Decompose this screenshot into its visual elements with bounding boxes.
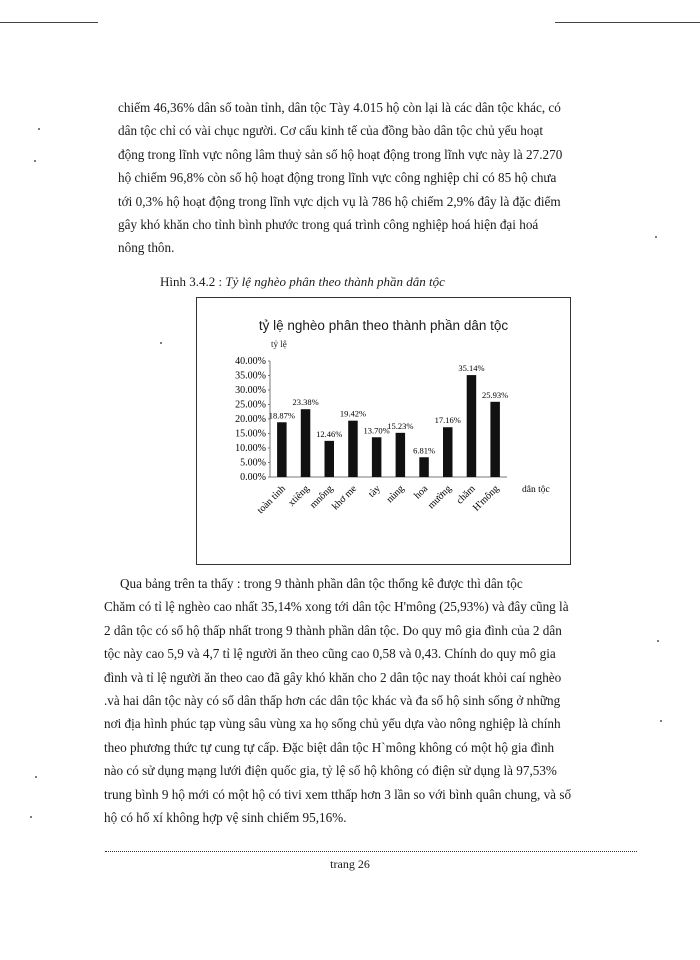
data-label: 12.46%	[316, 428, 343, 439]
scan-speck	[35, 776, 37, 778]
text-line: nông thôn.	[118, 240, 175, 256]
text-line: tới 0,3% hộ hoạt động trong lĩnh vực dịch vụ là 786 hộ chiếm 2,9% đây là đặc điểm	[118, 193, 561, 209]
data-label: 19.42%	[339, 408, 367, 419]
y-tick-label: 20.00%	[235, 414, 266, 425]
scan-speck	[660, 720, 662, 722]
bar	[443, 427, 453, 477]
x-tick-label: mnông	[307, 483, 336, 511]
figure-caption	[160, 274, 445, 290]
data-label: 23.38%	[292, 397, 319, 408]
data-label: 17.16%	[434, 415, 461, 426]
bar-chart	[197, 298, 570, 564]
x-tick-label: tày	[366, 483, 383, 500]
chart-frame	[196, 297, 571, 565]
paragraph-bottom	[104, 572, 571, 829]
text-line: gây khó khăn cho tỉnh bình phước trong quá trình công nghiệp hoá hiện đại hoá	[118, 217, 539, 233]
chart-y-axis-label: tỷ lệ	[271, 339, 287, 349]
y-tick-label: 15.00%	[235, 428, 266, 440]
x-tick-label: H'mông	[470, 483, 502, 514]
text-line: tộc này cao 5,9 và 4,7 tỉ lệ người ăn theo cũng cao 0,58 và 0,43. Chính do quy mô gia	[104, 646, 556, 662]
chart-title: tỷ lệ nghèo phân theo thành phần dân tộc	[258, 318, 509, 333]
x-tick-label: nùng	[384, 483, 407, 506]
scan-speck	[34, 160, 36, 162]
y-tick-label: 30.00%	[235, 385, 266, 396]
bar	[467, 375, 477, 477]
data-label: 6.81%	[413, 445, 436, 456]
x-axis-label: dân tộc	[522, 485, 550, 495]
scan-speck	[160, 342, 162, 344]
text-line: 2 dân tộc có số hộ thấp nhất trong 9 thành phần dân tộc. Do quy mô gia đình của 2 dân	[104, 622, 562, 638]
text-line: .và hai dân tộc này có số dân thấp hơn các dân tộc khác và đa số hộ sinh sống ở những	[104, 693, 561, 709]
text-line: Chăm có tỉ lệ nghèo cao nhất 35,14% xong tới dân tộc H'mông (25,93%) và đây cũng là	[104, 599, 569, 615]
y-tick-label: 35.00%	[235, 370, 266, 382]
text-line: nào có sử dụng mạng lưới điện quốc gia, tỷ lệ số hộ không có điện sử dụng là 97,53%	[104, 763, 557, 779]
page-number: trang 26	[330, 857, 370, 871]
y-tick-label: 25.00%	[235, 399, 266, 411]
figure-caption-label: Hình 3.4.2 :	[160, 274, 226, 289]
y-tick-label: 5.00%	[240, 457, 266, 469]
header-rule-right	[555, 22, 700, 23]
text-line: động trong lĩnh vực nông lâm thuỷ sản số hộ hoạt động trong lĩnh vực này là 27.270	[118, 146, 563, 162]
text-line: nơi địa hình phúc tạp vùng sâu vùng xa họ sống chủ yếu dựa vào nông nghiệp là chính	[104, 716, 561, 732]
bar	[301, 409, 311, 477]
data-label: 25.93%	[482, 389, 509, 400]
text-line: chiếm 46,36% dân số toàn tỉnh, dân tộc Tày 4.015 hộ còn lại là các dân tộc khác, có	[118, 100, 561, 115]
bar	[348, 421, 358, 477]
x-tick-label: mường	[425, 483, 454, 512]
x-tick-label: khơ me	[330, 483, 360, 513]
data-label: 15.23%	[387, 420, 414, 431]
text-line: hộ chiếm 96,8% còn số hộ hoạt động trong lĩnh vực công nghiệp chỉ có 85 hộ chưa	[118, 170, 557, 186]
footer-rule	[105, 851, 637, 852]
text-line: theo phương thức tự cung tự cấp. Đặc biệt dân tộc H`mông không có một hộ gia đình	[104, 739, 555, 755]
bar	[372, 437, 382, 477]
data-label: 35.14%	[458, 363, 485, 374]
scan-speck	[655, 236, 657, 238]
text-line: dân tộc chỉ có vài chục người. Cơ cấu kinh tế của đồng bào dân tộc chủ yếu hoạt	[118, 123, 544, 139]
scan-speck	[38, 128, 40, 130]
text-line: hộ có hố xí không hợp vệ sinh chiếm 95,16%.	[104, 810, 347, 826]
figure-caption-title: Tỷ lệ nghèo phân theo thành phần dân tộc	[225, 274, 445, 289]
x-tick-label: toàn tỉnh	[255, 483, 288, 517]
x-tick-label: hoa	[412, 483, 431, 502]
bar	[419, 457, 429, 477]
data-label: 13.70%	[363, 425, 390, 436]
scan-speck	[657, 640, 659, 642]
text-line: đình và tỉ lệ người ăn theo cao đã gây khó khăn cho 2 dân tộc nay thoát khỏi caí nghèo	[104, 669, 562, 685]
y-tick-label: 10.00%	[235, 443, 266, 454]
bar	[325, 441, 335, 477]
header-rule-left	[0, 22, 98, 23]
bar	[490, 402, 500, 477]
data-label: 18.87%	[268, 410, 295, 421]
paragraph-top	[118, 96, 562, 260]
bar	[277, 422, 287, 477]
text-line: Qua bảng trên ta thấy : trong 9 thành phần dân tộc thống kê được thì dân tộc	[120, 576, 523, 591]
y-tick-label: 0.00%	[240, 472, 266, 483]
text-line: trung bình 9 hộ mới có một hộ có tivi xem tthấp hơn 3 lần so với bình quân chung, và số	[104, 786, 572, 802]
y-tick-label: 40.00%	[235, 356, 266, 367]
scan-speck	[30, 816, 32, 818]
x-tick-label: xtiêng	[286, 483, 312, 509]
x-tick-label: chăm	[454, 483, 478, 507]
bar	[396, 433, 406, 477]
